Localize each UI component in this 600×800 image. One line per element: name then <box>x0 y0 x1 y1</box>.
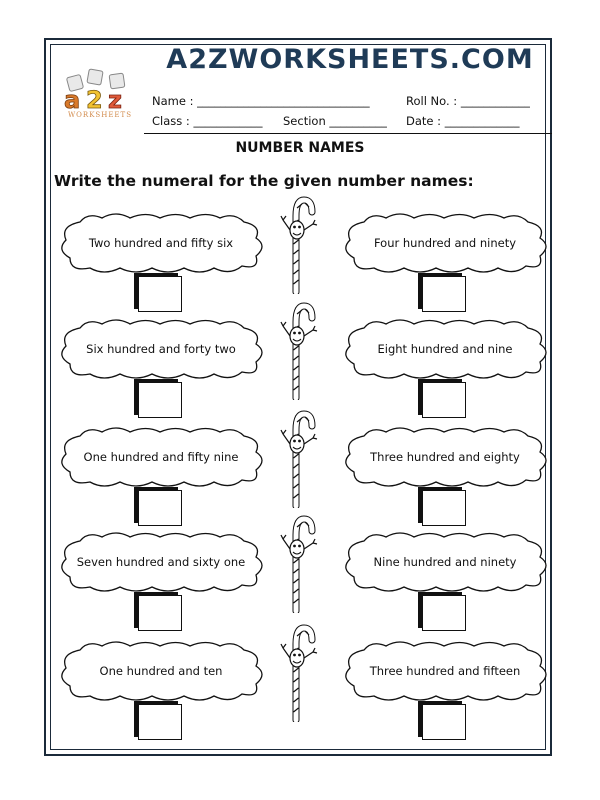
answer-box[interactable] <box>422 490 466 526</box>
number-name-cloud <box>342 531 548 593</box>
name-field <box>152 94 370 108</box>
number-name-cloud <box>58 531 264 593</box>
number-name-text: Seven hundred and sixty one <box>76 555 246 569</box>
number-name-text: One hundred and fifty nine <box>83 450 239 464</box>
class-label: Class : <box>152 114 190 128</box>
section-blank[interactable]: __________ <box>329 114 387 128</box>
section-field <box>283 114 387 128</box>
number-name-text: Six hundred and forty two <box>86 342 236 356</box>
roll-blank[interactable]: ____________ <box>460 94 530 108</box>
roll-field <box>406 94 530 108</box>
roll-label: Roll No. : <box>406 94 458 108</box>
number-name-cloud <box>342 640 548 702</box>
candy-cane-icon <box>280 194 320 294</box>
number-name-cloud <box>58 318 264 380</box>
instruction-text: Write the numeral for the given number names: <box>54 172 474 190</box>
number-name-text: Nine hundred and ninety <box>373 555 517 569</box>
answer-box[interactable] <box>422 595 466 631</box>
answer-box[interactable] <box>138 704 182 740</box>
number-name-cloud <box>342 318 548 380</box>
number-name-text: One hundred and ten <box>99 664 223 678</box>
date-label: Date : <box>406 114 442 128</box>
candy-cane-icon <box>280 408 320 508</box>
name-label: Name : <box>152 94 194 108</box>
answer-box[interactable] <box>422 276 466 312</box>
answer-box[interactable] <box>138 382 182 418</box>
logo-caption: WORKSHEETS <box>67 111 133 119</box>
answer-box[interactable] <box>138 595 182 631</box>
number-name-text: Eight hundred and nine <box>377 342 513 356</box>
candy-cane-icon <box>280 300 320 400</box>
section-label: Section <box>283 114 326 128</box>
number-name-cloud <box>58 426 264 488</box>
site-title: A2ZWORKSHEETS.COM <box>166 44 534 75</box>
number-name-text: Three hundred and eighty <box>370 450 520 464</box>
name-blank[interactable]: ______________________________ <box>197 94 370 108</box>
candy-cane-icon <box>280 513 320 613</box>
number-name-cloud <box>58 640 264 702</box>
answer-box[interactable] <box>422 704 466 740</box>
number-name-cloud <box>342 426 548 488</box>
answer-box[interactable] <box>422 382 466 418</box>
number-name-cloud <box>58 212 264 274</box>
svg-text:z: z <box>108 86 122 114</box>
date-field <box>406 114 519 128</box>
answer-box[interactable] <box>138 490 182 526</box>
number-name-text: Three hundred and fifteen <box>369 664 521 678</box>
number-name-text: Four hundred and ninety <box>373 236 517 250</box>
candy-cane-icon <box>280 622 320 722</box>
svg-text:2: 2 <box>86 86 103 114</box>
class-blank[interactable]: ____________ <box>193 114 263 128</box>
date-blank[interactable]: _____________ <box>444 114 520 128</box>
header-divider <box>144 133 552 134</box>
number-name-text: Two hundred and fifty six <box>88 236 234 250</box>
answer-box[interactable] <box>138 276 182 312</box>
number-name-cloud <box>342 212 548 274</box>
svg-text:a: a <box>64 86 81 114</box>
worksheet-title: NUMBER NAMES <box>235 140 365 156</box>
class-field <box>152 114 262 128</box>
